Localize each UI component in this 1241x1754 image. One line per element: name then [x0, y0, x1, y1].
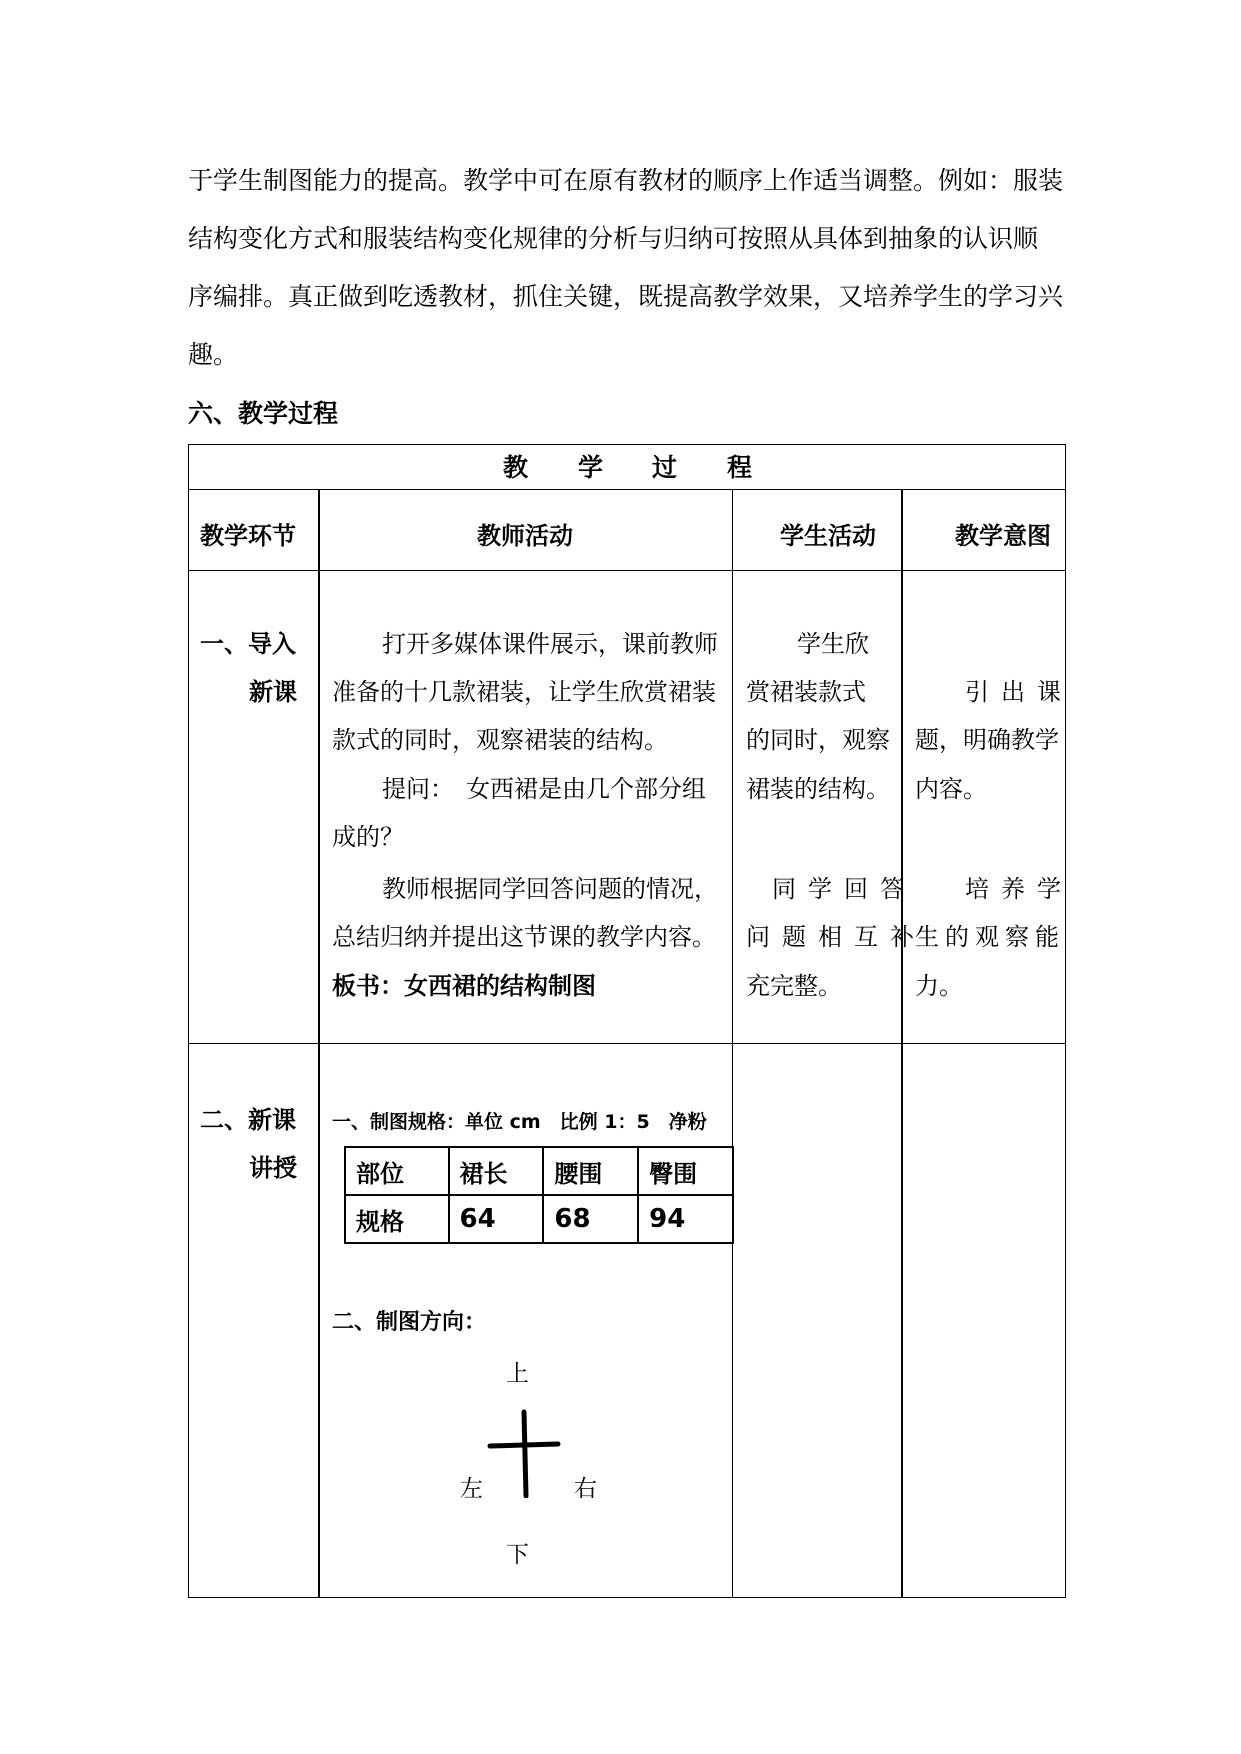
row1-intent-line: 引出课: [965, 678, 1073, 706]
row1-stage-line: 一、导入: [200, 630, 296, 658]
table-title-char: 过: [652, 453, 678, 482]
header-stage: 教学环节: [200, 522, 296, 550]
spec-heading: 一、制图规格：单位 cm 比例 1：5 净粉: [332, 1111, 707, 1133]
direction-up: 上: [506, 1361, 529, 1387]
row2-stage-line: 讲授: [249, 1154, 297, 1182]
intro-line: 结构变化方式和服装结构变化规律的分析与归纳可按照从具体到抽象的认识顺: [188, 224, 1039, 253]
row1-intent-line: 培养学: [965, 875, 1073, 903]
table-col-line-2: [732, 489, 733, 1598]
table-row: [345, 1147, 733, 1195]
spec-cell: 腰围: [543, 1147, 638, 1195]
spec-table: [344, 1146, 734, 1244]
header-student: 学生活动: [780, 522, 876, 550]
direction-down: 下: [506, 1542, 529, 1568]
header-teacher: 教师活动: [477, 522, 573, 550]
row1-teacher-line: 打开多媒体课件展示，课前教师: [382, 630, 718, 658]
table-border-left: [188, 444, 189, 1598]
header-intent: 教学意图: [955, 522, 1051, 550]
table-border-right: [1065, 444, 1066, 1598]
row1-student-line: 赏裙装款式: [746, 678, 866, 706]
row1-student-line: 裙装的结构。: [746, 775, 890, 803]
row1-student-line: 同学回答: [772, 875, 916, 903]
table-title-char: 学: [578, 453, 604, 482]
row1-teacher-line: 总结归纳并提出这节课的教学内容。: [332, 923, 716, 951]
row2-stage-line: 二、新课: [200, 1106, 296, 1134]
row1-teacher-line: 款式的同时，观察裙装的结构。: [332, 726, 668, 754]
row1-intent-line: 生的观察能: [915, 923, 1065, 951]
row1-teacher-line: 准备的十几款裙装，让学生欣赏裙装: [332, 678, 716, 706]
row1-teacher-line: 成的？: [332, 823, 404, 851]
row1-board-note: 板书：女西裙的结构制图: [332, 972, 596, 1000]
intro-paragraph: [188, 152, 1068, 384]
table-col-line-3: [901, 489, 903, 1598]
row1-student-line: 问题相互补: [746, 923, 926, 951]
spec-cell: 94: [638, 1195, 733, 1243]
direction-heading: 二、制图方向：: [332, 1310, 487, 1335]
section-heading: 六、教学过程: [188, 399, 339, 428]
row1-intent-line: 力。: [915, 972, 963, 1000]
spec-cell: 规格: [345, 1195, 449, 1243]
direction-right: 右: [574, 1476, 597, 1502]
table-col-line-1: [318, 489, 320, 1598]
spec-cell: 部位: [345, 1147, 449, 1195]
row1-student-line: 学生欣: [797, 630, 869, 658]
row1-student-line: 的同时，观察: [746, 726, 890, 754]
spec-cell: 臀围: [638, 1147, 733, 1195]
spec-cell: 裙长: [449, 1147, 544, 1195]
direction-left: 左: [460, 1476, 483, 1502]
row1-teacher-line: 教师根据同学回答问题的情况，: [382, 875, 718, 903]
row1-teacher-line: 提问： 女西裙是由几个部分组: [382, 775, 706, 803]
row1-student-line: 充完整。: [746, 972, 842, 1000]
intro-line: 序编排。真正做到吃透教材，抓住关键，既提高教学效果，又培养学生的学习兴: [188, 282, 1064, 311]
table-border-top: [188, 444, 1066, 445]
table-title-char: 教: [503, 453, 529, 482]
row1-intent-line: 内容。: [915, 775, 987, 803]
table-title-char: 程: [727, 453, 753, 482]
spec-cell: 68: [543, 1195, 638, 1243]
intro-line: 趣。: [188, 340, 239, 369]
row1-stage-line: 新课: [249, 678, 297, 706]
direction-cross-icon: [486, 1408, 562, 1498]
row1-intent-line: 题，明确教学: [915, 726, 1059, 754]
spec-cell: 64: [449, 1195, 544, 1243]
table-row: [345, 1195, 733, 1243]
intro-line: 于学生制图能力的提高。教学中可在原有教材的顺序上作适当调整。例如：服装: [188, 166, 1064, 195]
